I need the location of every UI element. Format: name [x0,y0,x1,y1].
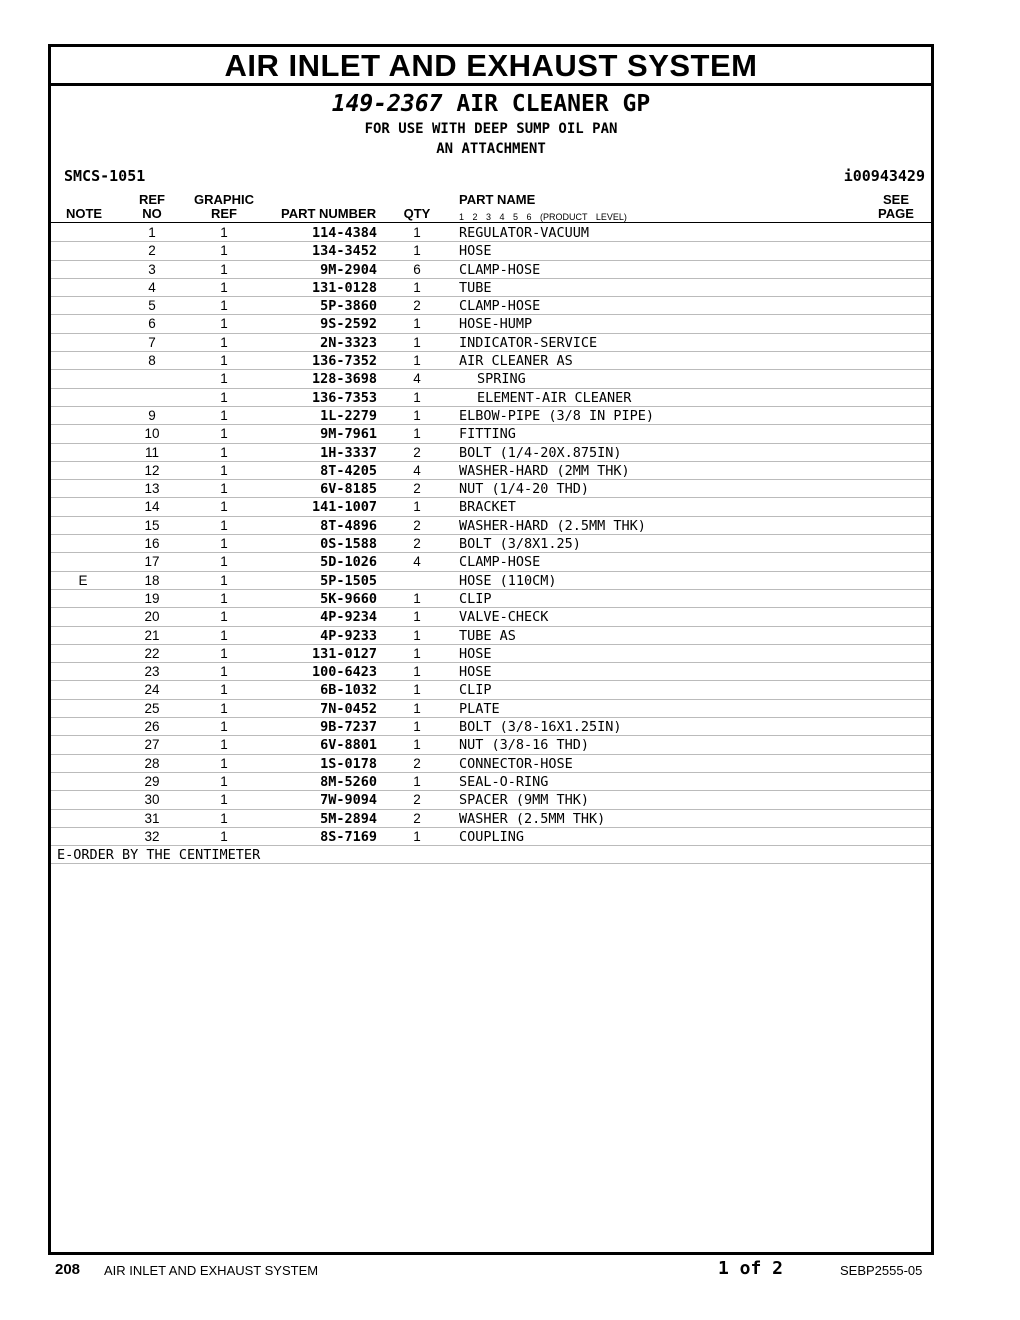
header-qty: QTY [403,206,431,221]
ref-no-cell: 4 [148,279,156,295]
ref-no-cell: 29 [144,773,160,789]
qty-cell: 2 [413,536,421,552]
table-row [51,261,931,279]
ref-no-cell: 25 [144,700,160,716]
qty-cell: 2 [413,755,421,771]
table-row [51,407,931,425]
graphic-ref-cell: 1 [220,261,228,277]
part-name-cell: VALVE-CHECK [459,609,549,626]
qty-cell: 4 [413,371,421,387]
part-number-cell: 9M-2904 [320,261,377,278]
footnote-row [51,846,931,864]
qty-cell: 1 [413,719,421,735]
table-row [51,645,931,663]
part-name-cell: CLAMP-HOSE [459,261,541,278]
ref-no-cell: 9 [148,407,156,423]
graphic-ref-cell: 1 [220,334,228,350]
ref-no-cell: 26 [144,719,160,735]
group-subtitle-1: FOR USE WITH DEEP SUMP OIL PAN [364,121,618,137]
footer-doc-id: SEBP2555-05 [840,1263,923,1278]
part-name-cell: HOSE-HUMP [459,316,533,333]
graphic-ref-cell: 1 [220,590,228,606]
qty-cell: 2 [413,517,421,533]
table-row [51,444,931,462]
group-subtitle-2: AN ATTACHMENT [436,141,546,157]
graphic-ref-cell: 1 [220,755,228,771]
part-number-cell: 5D-1026 [320,554,377,571]
ref-no-cell: 5 [148,298,156,314]
header-ref-top: REF [139,192,165,207]
part-name-cell: SPRING [477,371,526,388]
part-name-cell: WASHER (2.5MM THK) [459,810,606,827]
ref-no-cell: 19 [144,590,160,606]
graphic-ref-cell: 1 [220,609,228,625]
part-number-cell: 7W-9094 [320,792,377,809]
graphic-ref-cell: 1 [220,426,228,442]
table-row [51,736,931,754]
ref-no-cell: 15 [144,517,160,533]
part-name-cell: CLAMP-HOSE [459,554,541,571]
qty-cell: 1 [413,499,421,515]
qty-cell: 1 [413,316,421,332]
qty-cell: 1 [413,334,421,350]
qty-cell: 1 [413,225,421,240]
ref-no-cell: 27 [144,737,160,753]
part-name-cell: CONNECTOR-HOSE [459,755,573,772]
section-title: AIR INLET AND EXHAUST SYSTEM [51,47,931,86]
part-name-cell: SPACER (9MM THK) [459,792,590,809]
table-row [51,773,931,791]
qty-cell: 1 [413,828,421,844]
part-name-cell: REGULATOR-VACUUM [459,225,590,241]
header-see-top: SEE [882,192,909,207]
table-row [51,810,931,828]
header-graphic-top: GRAPHIC [194,192,254,207]
qty-cell: 1 [413,645,421,661]
table-row [51,242,931,260]
qty-cell: 1 [413,590,421,606]
part-number-cell: 5K-9660 [320,590,377,607]
graphic-ref-cell: 1 [220,407,228,423]
graphic-ref-cell: 1 [220,481,228,497]
table-row [51,627,931,645]
smcs-code: SMCS-1051 [64,167,146,185]
part-name-cell: ELEMENT-AIR CLEANER [477,389,632,406]
part-number-cell: 7N-0452 [320,700,377,717]
qty-cell: 1 [413,609,421,625]
part-name-cell: CLIP [459,590,492,607]
header-ref-bottom: NO [142,206,162,221]
ref-no-cell: 24 [144,682,160,698]
part-name-cell: WASHER-HARD (2MM THK) [459,462,630,479]
part-number-cell: 8S-7169 [320,828,377,845]
ref-no-cell: 6 [148,316,156,332]
footer-page-of: 1 of 2 [718,1258,784,1279]
qty-cell: 1 [413,426,421,442]
part-number-cell: 8M-5260 [320,773,377,790]
graphic-ref-cell: 1 [220,682,228,698]
graphic-ref-cell: 1 [220,444,228,460]
table-row [51,480,931,498]
qty-cell: 1 [413,773,421,789]
graphic-ref-cell: 1 [220,353,228,369]
qty-cell: 1 [413,627,421,643]
table-row [51,535,931,553]
part-number-cell: 6V-8801 [320,737,377,754]
part-name-cell: TUBE [459,279,492,296]
graphic-ref-cell: 1 [220,462,228,478]
part-name-cell: NUT (1/4-20 THD) [459,481,590,498]
part-number-cell: 4P-9233 [320,627,377,644]
table-row [51,791,931,809]
part-name-cell: BOLT (3/8-16X1.25IN) [459,719,622,736]
part-number-cell: 136-7353 [311,389,377,406]
graphic-ref-cell: 1 [220,243,228,259]
part-number-cell: 114-4384 [311,225,377,241]
part-name-cell: BOLT (3/8X1.25) [459,536,581,553]
part-number-cell: 6B-1032 [320,682,377,699]
qty-cell: 1 [413,682,421,698]
part-number-cell: 0S-1588 [320,536,377,553]
qty-cell: 2 [413,810,421,826]
table-row [51,718,931,736]
part-name-cell: HOSE (110CM) [459,572,557,589]
group-title [51,91,931,117]
graphic-ref-cell: 1 [220,700,228,716]
table-row [51,517,931,535]
table-row [51,498,931,516]
graphic-ref-cell: 1 [220,792,228,808]
graphic-ref-cell: 1 [220,389,228,405]
qty-cell: 2 [413,298,421,314]
header-divider [51,222,931,223]
part-name-cell: INDICATOR-SERVICE [459,334,598,351]
ref-no-cell: 23 [144,664,160,680]
header-graphic-bottom: REF [211,206,237,221]
ref-no-cell: 12 [144,462,160,478]
graphic-ref-cell: 1 [220,517,228,533]
part-number-cell: 9B-7237 [320,719,377,736]
footer-section: AIR INLET AND EXHAUST SYSTEM [104,1263,319,1278]
qty-cell: 1 [413,389,421,405]
ref-no-cell: 20 [144,609,160,625]
graphic-ref-cell: 1 [220,572,228,588]
part-name-cell: WASHER-HARD (2.5MM THK) [459,517,646,534]
part-name-cell: TUBE AS [459,627,516,644]
table-row [51,352,931,370]
table-row [51,608,931,626]
ref-no-cell: 11 [144,444,159,460]
ref-no-cell: 30 [144,792,160,808]
header-see-bottom: PAGE [878,206,914,221]
ref-no-cell: 3 [148,261,156,277]
graphic-ref-cell: 1 [220,828,228,844]
graphic-ref-cell: 1 [220,627,228,643]
graphic-ref-cell: 1 [220,225,228,240]
part-name-cell: CLIP [459,682,492,699]
table-row [51,462,931,480]
header-product-levels: 1 2 3 4 5 6 (PRODUCT LEVEL) [459,212,627,222]
part-name-cell: FITTING [459,426,516,443]
table-row [51,553,931,571]
illustration-id: i00943429 [843,167,925,185]
table-row [51,389,931,407]
table-row [51,681,931,699]
ref-no-cell: 14 [144,499,160,515]
part-number-cell: 2N-3323 [320,334,377,351]
part-name-cell: PLATE [459,700,500,717]
qty-cell: 1 [413,243,421,259]
part-number-cell: 8T-4205 [320,462,377,479]
qty-cell: 6 [413,261,421,277]
part-name-cell: AIR CLEANER AS [459,353,573,370]
part-number-cell: 8T-4896 [320,517,377,534]
part-number-cell: 9M-7961 [320,426,377,443]
table-row [51,590,931,608]
qty-cell: 1 [413,664,421,680]
table-row [51,370,931,388]
graphic-ref-cell: 1 [220,773,228,789]
part-number-cell: 5P-1505 [320,572,377,589]
table-row [51,572,931,590]
table-row [51,425,931,443]
graphic-ref-cell: 1 [220,316,228,332]
part-number-cell: 131-0128 [311,279,377,296]
ref-no-cell: 17 [144,554,160,570]
part-number-cell: 1S-0178 [320,755,377,772]
ref-no-cell: 2 [148,243,156,259]
graphic-ref-cell: 1 [220,719,228,735]
table-row [51,224,931,242]
part-number-cell: 1H-3337 [320,444,377,461]
header-note: NOTE [65,206,103,221]
graphic-ref-cell: 1 [220,536,228,552]
note-cell: E [78,572,88,588]
ref-no-cell: 21 [144,627,160,643]
part-number-cell: 131-0127 [311,645,377,662]
header-part-number: PART NUMBER [281,206,377,221]
part-number-cell: 5P-3860 [320,298,377,315]
footnote-text: E-ORDER BY THE CENTIMETER [57,847,261,864]
graphic-ref-cell: 1 [220,737,228,753]
graphic-ref-cell: 1 [220,499,228,515]
ref-no-cell: 18 [144,572,160,588]
graphic-ref-cell: 1 [220,664,228,680]
ref-no-cell: 13 [144,481,160,497]
graphic-ref-cell: 1 [220,645,228,661]
qty-cell: 2 [413,792,421,808]
qty-cell: 1 [413,407,421,423]
graphic-ref-cell: 1 [220,554,228,570]
qty-cell: 1 [413,279,421,295]
graphic-ref-cell: 1 [220,810,228,826]
part-number-cell: 6V-8185 [320,481,377,498]
graphic-ref-cell: 1 [220,298,228,314]
part-name-cell: BRACKET [459,499,516,516]
qty-cell: 2 [413,481,421,497]
part-name-cell: ELBOW-PIPE (3/8 IN PIPE) [459,407,655,424]
part-number-cell: 141-1007 [311,499,377,516]
table-row [51,700,931,718]
table-row [51,755,931,773]
ref-no-cell: 7 [148,334,156,350]
ref-no-cell: 32 [144,828,160,844]
part-name-cell: SEAL-O-RING [459,773,549,790]
part-number-cell: 128-3698 [311,371,377,388]
part-number-cell: 4P-9234 [320,609,377,626]
ref-no-cell: 10 [144,426,160,442]
page-frame [48,44,934,1255]
qty-cell: 2 [413,444,421,460]
qty-cell: 1 [413,353,421,369]
table-row [51,297,931,315]
part-name-cell: NUT (3/8-16 THD) [459,737,590,754]
ref-no-cell: 1 [148,225,156,240]
group-name: AIR CLEANER GP [456,91,651,117]
part-number-cell: 1L-2279 [320,407,377,424]
table-row [51,279,931,297]
table-row [51,828,931,846]
ref-no-cell: 28 [144,755,160,771]
ref-no-cell: 31 [144,810,160,826]
group-number: 149-2367 [331,91,443,117]
part-number-cell: 100-6423 [311,664,377,681]
ref-no-cell: 22 [144,645,160,661]
qty-cell: 4 [413,462,421,478]
part-name-cell: CLAMP-HOSE [459,298,541,315]
header-part-name: PART NAME [459,192,536,207]
part-number-cell: 9S-2592 [320,316,377,333]
part-name-cell: HOSE [459,243,492,260]
part-name-cell: HOSE [459,645,492,662]
table-row [51,663,931,681]
part-name-cell: BOLT (1/4-20X.875IN) [459,444,622,461]
part-name-cell: HOSE [459,664,492,681]
graphic-ref-cell: 1 [220,279,228,295]
part-name-cell: COUPLING [459,828,525,845]
qty-cell: 1 [413,700,421,716]
ref-no-cell: 16 [144,536,160,552]
part-number-cell: 5M-2894 [320,810,377,827]
graphic-ref-cell: 1 [220,371,228,387]
qty-cell: 1 [413,737,421,753]
part-number-cell: 134-3452 [311,243,377,260]
table-row [51,315,931,333]
part-number-cell: 136-7352 [311,353,377,370]
ref-no-cell: 8 [148,353,156,369]
table-row [51,334,931,352]
qty-cell: 4 [413,554,421,570]
parts-table [51,224,931,864]
footer-page-number: 208 [55,1261,81,1278]
